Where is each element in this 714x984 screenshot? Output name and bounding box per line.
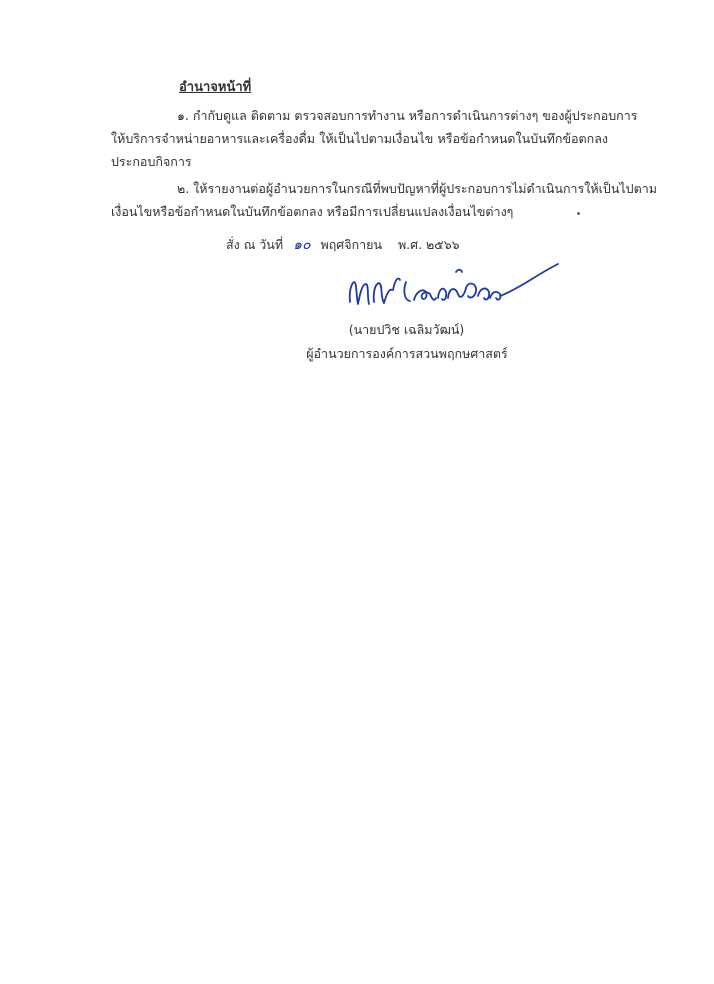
signer-title: ผู้อำนวยการองค์การสวนพฤกษศาสตร์: [306, 346, 508, 361]
duty-item-2: [111, 177, 657, 223]
duty-1-line-1: ๑. กำกับดูแล ติดตาม ตรวจสอบการทำงาน หรือการดำเนินการต่างๆ ของผู้ประกอบการ: [177, 108, 638, 123]
section-heading: อำนาจหน้าที่: [179, 80, 252, 95]
duty-1-line-2: ให้บริการจำหน่ายอาหารและเครื่องดื่ม ให้เป็นไปตามเงื่อนไข หรือข้อกำหนดในบันทึกข้อตกลง: [111, 131, 608, 146]
order-date-day: ๑๐: [293, 237, 311, 253]
order-date-prefix: สั่ง ณ วันที่: [226, 237, 284, 252]
order-date-year: พ.ศ. ๒๕๖๖: [397, 237, 460, 252]
duty-item-1: [111, 104, 638, 173]
duty-2-line-1: ๒. ให้รายงานต่อผู้อำนวยการในกรณีที่พบปัญหาที่ผู้ประกอบการไม่ดำเนินการให้เป็นไปตาม: [177, 181, 657, 196]
order-date-month: พฤศจิกายน: [320, 237, 383, 252]
handwritten-signature: [340, 252, 570, 318]
stray-mark: [577, 212, 580, 215]
duty-1-line-3: ประกอบกิจการ: [111, 154, 192, 169]
signer-name: (นายปวิช เฉลิมวัฒน์): [348, 322, 465, 337]
duty-2-line-2: เงื่อนไขหรือข้อกำหนดในบันทึกข้อตกลง หรือมีการเปลี่ยนแปลงเงื่อนไขต่างๆ: [111, 204, 514, 219]
